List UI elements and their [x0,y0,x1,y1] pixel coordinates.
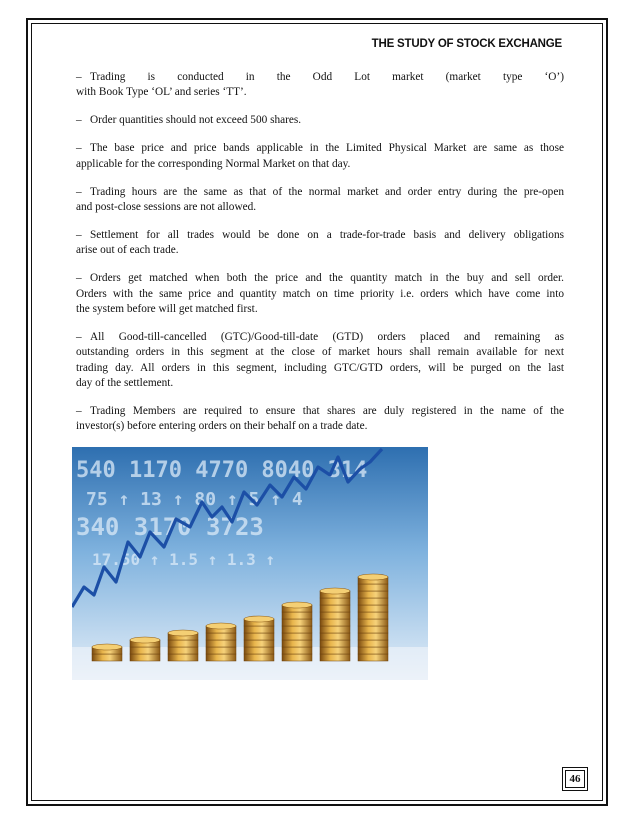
coin-stack [92,644,122,661]
ticker-text: 75 ↑ 13 ↑ 80 ↑ 5 ↑ 4 [86,489,303,510]
paragraph-line [76,243,564,258]
paragraph-line [76,200,564,215]
paragraph-line [76,287,564,302]
paragraph-line [76,302,564,317]
paragraph-line [76,404,564,419]
coin-stack [282,602,312,661]
coin-stack [320,588,350,661]
coin-stack [206,623,236,661]
paragraph-line [76,271,564,286]
line-text: trading day. All orders in this segment, including GTC/GTD orders, will be purged on the last [76,361,564,374]
ticker-text: 340 3170 3723 [76,513,264,541]
ticker-text: 17.50 ↑ 1.5 ↑ 1.3 ↑ [92,550,276,569]
paragraph-line [76,419,564,434]
bullet-marker: ‒ [76,330,82,343]
line-text: day of the settlement. [76,377,174,390]
line-text: outstanding orders in this segment at the close of market hours shall remain available for next [76,346,564,359]
line-text: applicable for the corresponding Normal Market on that day. [76,157,351,170]
coin-stack [168,630,198,661]
line-text: Settlement for all trades would be done on a trade-for-trade basis and delivery obligations [90,228,564,241]
stock-market-illustration [72,447,428,680]
page-number: 46 [565,770,585,788]
line-text: All Good-till-cancelled (GTC)/Good-till-date (GTD) orders placed and remaining as [90,330,564,343]
paragraph-line [76,345,564,360]
line-text: Trading hours are the same as that of the normal market and order entry during the pre-open [90,185,564,198]
bullet-paragraph [76,113,564,128]
bullet-marker: ‒ [76,71,82,83]
bullet-paragraph [76,185,564,216]
paragraph-line [76,376,564,391]
paragraph-line [76,141,564,156]
line-text: the system before will get matched first. [76,302,258,315]
line-text: with Book Type ‘OL’ and series ‘TT’. [76,86,247,99]
bullet-paragraph [76,141,564,172]
paragraph-line [76,113,564,128]
line-text: Trading Members are required to ensure that shares are duly registered in the name of the [90,405,564,417]
bullet-marker: ‒ [76,114,82,127]
paragraph-line [76,330,564,345]
line-text: Orders get matched when both the price and the quantity match in the buy and sell order. [90,272,564,285]
paragraph-line [76,70,564,85]
bullet-marker: ‒ [76,185,82,198]
bullet-paragraph [76,70,564,101]
paragraph-line [76,185,564,200]
bullet-marker: ‒ [76,228,82,241]
coin-stack [130,637,160,661]
line-text: investor(s) before entering orders on their behalf on a trade date. [76,420,368,433]
paragraph-line [76,85,564,100]
bullet-paragraph [76,330,564,392]
paragraph-line [76,157,564,172]
paragraph-line [76,361,564,376]
coin-stack [244,616,274,661]
bullet-paragraph [76,404,564,435]
stock-chart-coins-image [72,447,428,680]
bullet-marker: ‒ [76,405,82,417]
line-text: Order quantities should not exceed 500 shares. [90,114,302,127]
paragraph-line [76,228,564,243]
line-text: Trading is conducted in the Odd Lot market (market type ‘O’) [90,71,564,83]
line-text: Orders with the same price and quantity match on time priority i.e. orders which have come into [76,287,564,300]
line-text: arise out of each trade. [76,244,179,257]
coin-stack [358,574,388,661]
page-header-title: THE STUDY OF STOCK EXCHANGE [371,38,562,50]
body-content [76,70,564,447]
ticker-text: 540 1170 4770 8040 314 [76,458,368,483]
bullet-marker: ‒ [76,142,82,155]
bullet-marker: ‒ [76,272,82,285]
line-text: and post-close sessions are not allowed. [76,200,257,213]
bullet-paragraph [76,271,564,317]
bullet-paragraph [76,228,564,259]
line-text: The base price and price bands applicable in the Limited Physical Market are same as those [90,142,564,155]
